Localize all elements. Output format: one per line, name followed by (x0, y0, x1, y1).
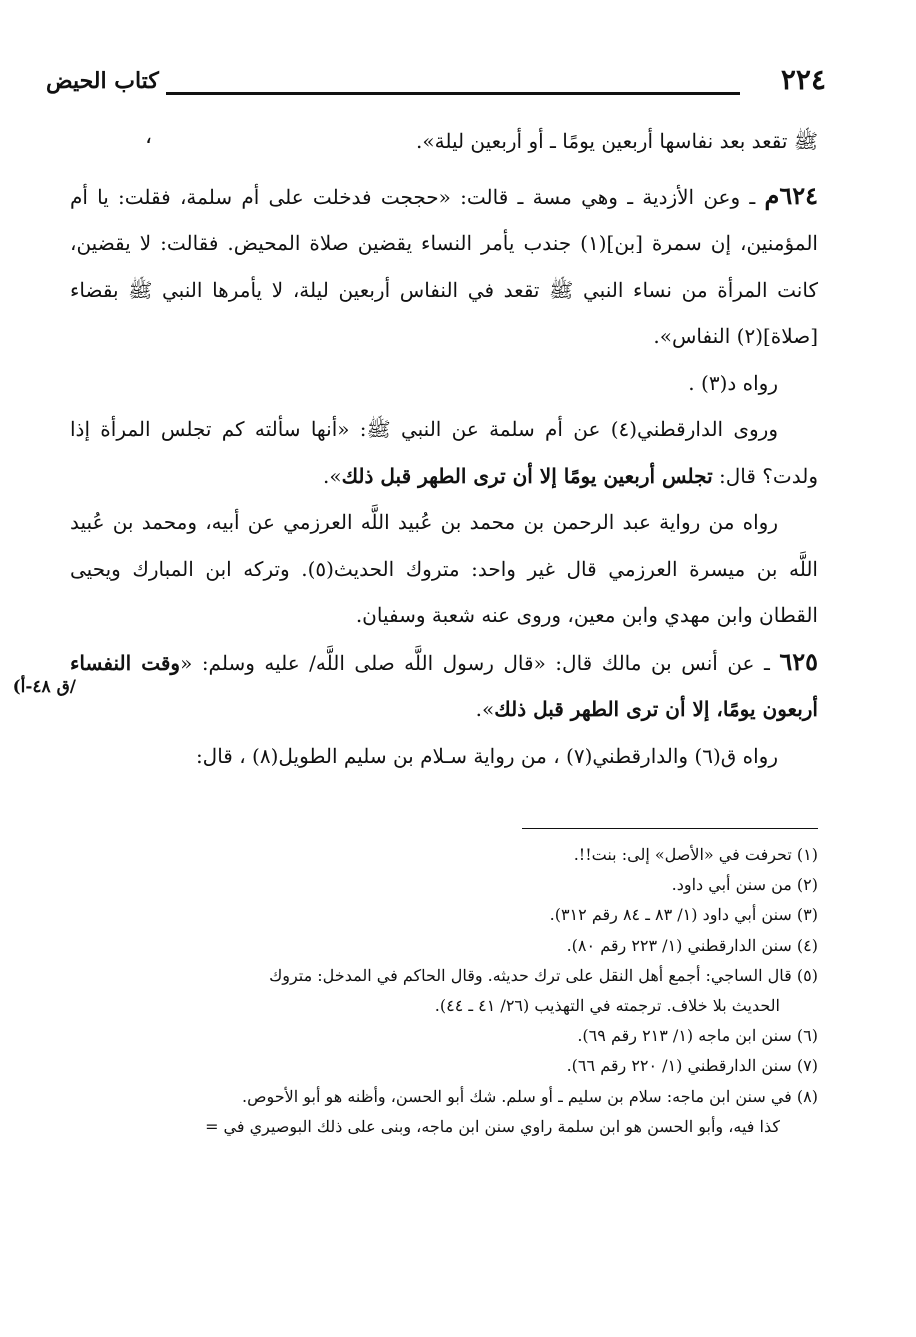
paragraph-625 (70, 639, 818, 733)
narration-text: وروى الدارقطني(٤) عن أم سلمة عن النبي ﷺ: «أنها سألته كم تجلس المرأة إذا ولدت؟ قال: (70, 417, 818, 488)
paragraph-624m (70, 173, 818, 360)
page-number: ٢٢٤ (780, 63, 826, 96)
manuscript-margin-note: /ق ٤٨-أ) (12, 677, 76, 697)
chapter-title: كتاب الحيض (46, 68, 159, 94)
paragraph-riwayah-2: رواه ق(٦) والدارقطني(٧) ، من رواية سـلام بن سليم الطويل(٨) ، قال: (195, 743, 778, 768)
footnote-5-continued: الحديث بلا خلاف. ترجمته في التهذيب (٢٦/ ٤١ ـ ٤٤). (434, 996, 780, 1016)
narration-quote: تجلس أربعين يومًا إلا أن ترى الطهر قبل ذلك (341, 463, 713, 488)
footnote-6: (٦) سنن ابن ماجه (١/ ٢١٣ رقم ٦٩). (577, 1026, 818, 1046)
header-rule (166, 92, 740, 95)
paragraph-daraqutni (70, 406, 818, 499)
hadith-end: ». (475, 697, 495, 721)
hadith-number: ٦٢٤م (764, 180, 818, 210)
footnote-5: (٥) قال الساجي: أجمع أهل النقل على ترك حديثه. وقال الحاكم في المدخل: متروك (269, 965, 818, 985)
page-header (46, 62, 826, 102)
hadith-text: ـ عن أنس بن مالك قال: «قال رسول اللَّه صلى اللَّه/ عليه وسلم: « (180, 650, 780, 675)
hadith-text: ـ وعن الأزدية ـ وهي مسة ـ قالت: «حججت فدخلت على أم سلمة، فقلت: يا أم المؤمنين، إن سمرة [بن](١) جندب يأمر النساء يقضين صلاة المحيض. فقالت: لا يقضين، كانت المرأة من نساء النبي ﷺ تقعد في النفاس أربعين ليلة، لا يأمرها النبي ﷺ بقضاء [صلاة](٢) النفاس». (70, 184, 818, 348)
footnote-8-continued: كذا فيه، وأبو الحسن هو ابن سلمة راوي سنن ابن ماجه، وبنى على ذلك البوصيري في = (205, 1116, 780, 1136)
paragraph-isnad: رواه من رواية عبد الرحمن بن محمد بن عُبيد اللَّه العرزمي عن أبيه، ومحمد بن عُبيد اللَّه بن ميسرة العرزمي قال غير واحد: متروك الحديث(٥). وتركه ابن المبارك ويحيى القطان وابن مهدي وابن معين، وروى عنه شعبة وسفيان. (70, 510, 818, 627)
footnote-4: (٤) سنن الدارقطني (١/ ٢٢٣ رقم ٨٠). (566, 935, 818, 955)
hadith-number: ٦٢٥ (779, 646, 818, 676)
footnote-2: (٢) من سنن أبي داود. (671, 875, 818, 895)
footnote-separator (522, 828, 818, 829)
paragraph-riwayah: رواه د(٣) . (688, 370, 778, 395)
narration-end: ». (322, 463, 342, 488)
main-text (70, 118, 818, 779)
footnote-1: (١) تحرفت في «الأصل» إلى: بنت!!. (573, 845, 818, 864)
paragraph-1: ﷺ تقعد بعد نفاسها أربعين يومًا ـ أو أربعين ليلة». (416, 129, 818, 153)
footnote-8: (٨) في سنن ابن ماجه: سلام بن سليم ـ أو سلم. شك أبو الحسن، وأظنه هو أبو الأحوص. (242, 1086, 818, 1106)
stray-mark: ، (145, 124, 153, 149)
footnote-7: (٧) سنن الدارقطني (١/ ٢٢٠ رقم ٦٦). (566, 1056, 818, 1076)
footnote-3: (٣) سنن أبي داود (١/ ٨٣ ـ ٨٤ رقم ٣١٢). (549, 905, 818, 925)
hadith-quote: وقت النفساء أربعون يومًا، إلا أن ترى الطهر قبل ذلك (70, 650, 818, 721)
footnotes (76, 840, 818, 1142)
